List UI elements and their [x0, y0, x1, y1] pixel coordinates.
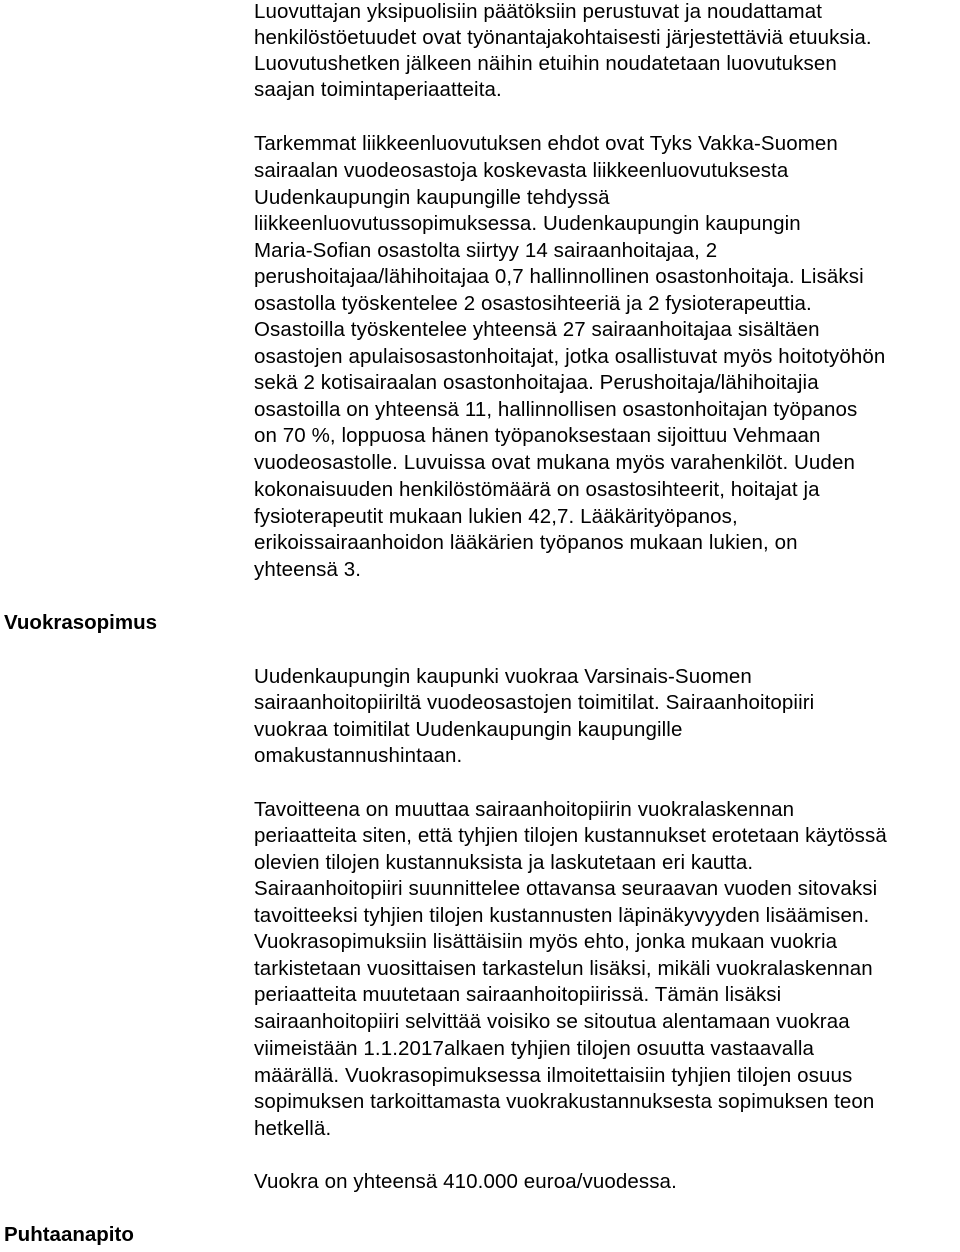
text-line: periaatteita muutetaan sairaanhoitopiirissä. Tämän lisäksi [254, 983, 782, 1006]
text-line: kokonaisuuden henkilöstömäärä on osastosihteerit, hoitajat ja [254, 478, 820, 501]
text-line: tavoitteeksi tyhjien tilojen kustannusten läpinäkyvyyden lisäämisen. [254, 904, 870, 927]
text-line: erikoissairaanhoidon lääkärien työpanos mukaan lukien, on [254, 531, 798, 554]
text-line: vuodeosastolle. Luvuissa ovat mukana myös varahenkilöt. Uuden [254, 451, 855, 474]
text-line: Vuokra on yhteensä 410.000 euroa/vuodessa. [254, 1170, 677, 1193]
text-line: Luovuttajan yksipuolisiin päätöksiin perustuvat ja noudattamat [254, 0, 823, 23]
text-line: osastojen apulaisosastonhoitajat, jotka osallistuvat myös hoitotyöhön [254, 345, 886, 368]
text-line: sairaanhoitopiiri selvittää voisiko se sitoutua alentamaan vuokraa [254, 1010, 850, 1033]
text-line: saajan toimintaperiaatteita. [254, 78, 502, 101]
text-line: osastoilla on yhteensä 11, hallinnollisen osastonhoitajan työpanos [254, 398, 858, 421]
text-line: Sairaanhoitopiiri suunnittelee ottavansa seuraavan vuoden sitovaksi [254, 877, 878, 900]
text-line: omakustannushintaan. [254, 744, 463, 767]
text-line: Maria-Sofian osastolta siirtyy 14 sairaanhoitajaa, 2 [254, 239, 718, 262]
text-line: perushoitajaa/lähihoitajaa 0,7 hallinnollinen osastonhoitaja. Lisäksi [254, 265, 864, 288]
text-line: hetkellä. [254, 1117, 332, 1140]
text-line: vuokraa toimitilat Uudenkaupungin kaupungille [254, 718, 683, 741]
text-line: osastolla työskentelee 2 osastosihteeriä ja 2 fysioterapeuttia. [254, 292, 812, 315]
text-line: tarkistetaan vuosittaisen tarkastelun lisäksi, mikäli vuokralaskennan [254, 957, 873, 980]
text-line: sairaalan vuodeosastoja koskevasta liikkeenluovutuksesta [254, 159, 789, 182]
text-line: Tarkemmat liikkeenluovutuksen ehdot ovat Tyks Vakka-Suomen [254, 132, 838, 155]
text-line: sekä 2 kotisairaalan osastonhoitajaa. Perushoitaja/lähihoitajia [254, 371, 819, 394]
text-line: Osastoilla työskentelee yhteensä 27 sairaanhoitajaa sisältäen [254, 318, 820, 341]
text-line: Luovutushetken jälkeen näihin etuihin noudatetaan luovutuksen [254, 52, 837, 75]
text-line: henkilöstöetuudet ovat työnantajakohtaisesti järjestettäviä etuuksia. [254, 26, 872, 49]
text-line: liikkeenluovutussopimuksessa. Uudenkaupungin kaupungin [254, 212, 801, 235]
text-line: sopimuksen tarkoittamasta vuokrakustannuksesta sopimuksen teon [254, 1090, 875, 1113]
section-heading-puhtaanapito: Puhtaanapito [4, 1223, 134, 1246]
text-line: Uudenkaupungin kaupunki vuokraa Varsinais-Suomen [254, 665, 752, 688]
text-line: periaatteita siten, että tyhjien tilojen kustannukset erotetaan käytössä [254, 824, 887, 847]
text-line: Vuokrasopimuksiin lisättäisiin myös ehto, jonka mukaan vuokria [254, 930, 838, 953]
text-line: on 70 %, loppuosa hänen työpanoksestaan sijoittuu Vehmaan [254, 424, 821, 447]
section-heading-vuokrasopimus: Vuokrasopimus [4, 611, 158, 634]
text-line: sairaanhoitopiiriltä vuodeosastojen toimitilat. Sairaanhoitopiiri [254, 691, 815, 714]
text-line: Tavoitteena on muuttaa sairaanhoitopiirin vuokralaskennan [254, 798, 795, 821]
text-line: yhteensä 3. [254, 558, 362, 581]
text-line: määrällä. Vuokrasopimuksessa ilmoitettaisiin tyhjien tilojen osuus [254, 1064, 853, 1087]
text-line: Uudenkaupungin kaupungille tehdyssä [254, 186, 610, 209]
text-line: fysioterapeutit mukaan lukien 42,7. Lääkärityöpanos, [254, 505, 738, 528]
text-line: olevien tilojen kustannuksista ja laskutetaan eri kautta. [254, 851, 754, 874]
text-line: viimeistään 1.1.2017alkaen tyhjien tilojen osuutta vastaavalla [254, 1037, 815, 1060]
